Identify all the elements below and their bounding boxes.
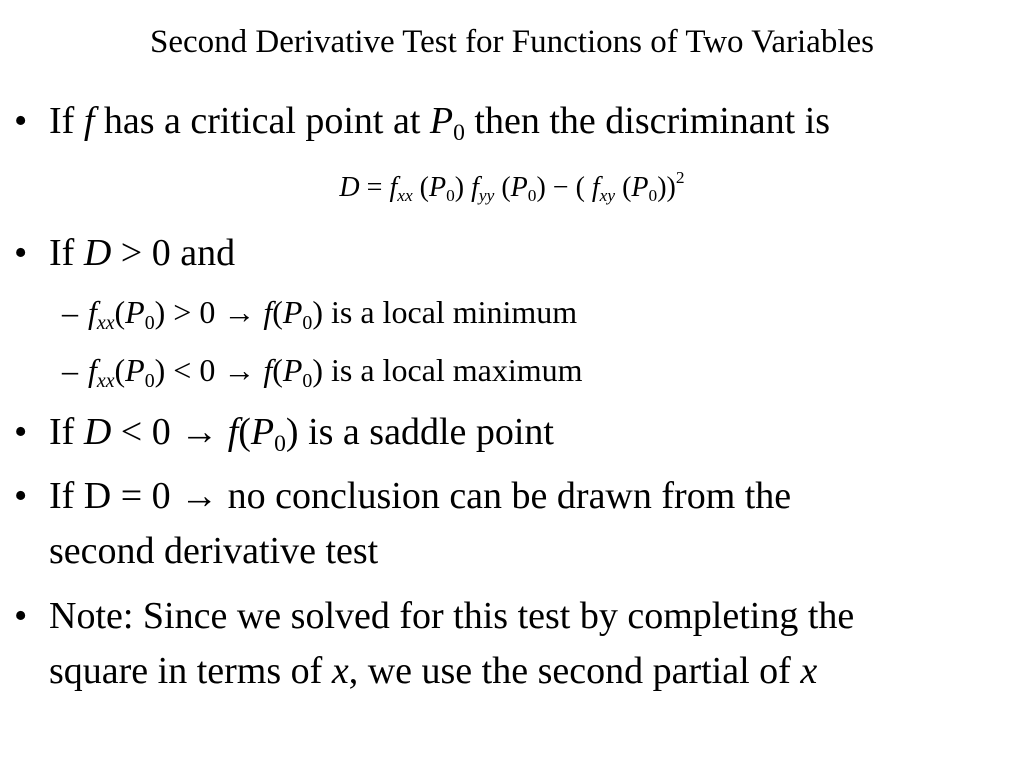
sub-xx: xx	[96, 311, 115, 334]
subbullet-local-maximum	[88, 351, 583, 392]
note-text-b: , we use the second partial of	[348, 650, 791, 692]
bullet-critical-point	[49, 98, 831, 147]
result-text: is a local minimum	[331, 294, 578, 330]
relation: < 0 →	[120, 411, 219, 453]
eq-open: (	[419, 172, 429, 203]
critical-point-text: has a critical point at	[103, 100, 421, 142]
eq-close: )	[536, 172, 546, 203]
subbullet-local-minimum	[88, 293, 578, 334]
p-symbol: P	[125, 294, 145, 330]
note-text-a: square in terms of	[49, 650, 323, 692]
f-symbol: f	[263, 294, 273, 330]
close-paren: )	[154, 352, 166, 388]
f-symbol: f	[88, 352, 97, 388]
eq-sub-xy: xy	[599, 186, 616, 206]
function-f: f	[83, 100, 95, 142]
eq-close-double: ))	[657, 172, 676, 203]
bullet-marker: •	[14, 595, 28, 637]
open-paren: (	[272, 294, 283, 330]
p-symbol: P	[125, 352, 145, 388]
open-paren: (	[114, 294, 126, 330]
bullet-note-line2	[49, 648, 817, 694]
variable-x: x	[331, 650, 349, 692]
bullet-marker: •	[14, 411, 28, 453]
sub-0: 0	[302, 311, 313, 334]
sub-0: 0	[274, 431, 286, 458]
d-symbol: D	[83, 232, 112, 274]
bullet-no-conclusion-line1: If D = 0 → no conclusion can be drawn from the	[49, 475, 792, 517]
if-word: If	[49, 411, 75, 453]
if-word: If	[49, 100, 75, 142]
sub-0: 0	[302, 369, 313, 392]
eq-exponent: 2	[675, 167, 685, 187]
eq-open: (	[501, 172, 511, 203]
variable-x: x	[800, 650, 818, 692]
d-symbol: D	[83, 411, 112, 453]
sub-0: 0	[144, 369, 155, 392]
close-paren: )	[312, 352, 323, 388]
eq-f: f	[389, 172, 398, 203]
bullet-marker: •	[14, 475, 28, 517]
dash-marker: –	[62, 294, 78, 330]
and-word: and	[180, 232, 236, 274]
eq-open: (	[575, 172, 585, 203]
close-paren: )	[154, 294, 166, 330]
eq-open: (	[622, 172, 632, 203]
sub-0: 0	[144, 311, 155, 334]
result-text: is a local maximum	[331, 352, 583, 388]
subscript-zero: 0	[453, 120, 465, 147]
p-symbol: P	[282, 352, 303, 388]
point-p: P	[429, 100, 454, 142]
f-symbol: f	[88, 294, 97, 330]
eq-sub-xx: xx	[397, 186, 413, 206]
relation: > 0	[120, 232, 171, 274]
eq-equals: =	[366, 172, 383, 203]
eq-f: f	[591, 172, 600, 203]
bullet-no-conclusion-line2: second derivative test	[49, 530, 379, 572]
slide-title: Second Derivative Test for Functions of Two Variables	[149, 24, 874, 60]
eq-sub-0: 0	[527, 186, 537, 206]
eq-sub-yy: yy	[478, 186, 495, 206]
eq-close: )	[454, 172, 465, 203]
sub-xx: xx	[96, 369, 115, 392]
bullet-saddle-point	[49, 409, 554, 458]
eq-p: P	[631, 172, 649, 203]
open-paren: (	[272, 352, 283, 388]
f-symbol: f	[263, 352, 273, 388]
eq-d: D	[339, 172, 360, 203]
eq-sub-0: 0	[446, 186, 455, 206]
if-word: If	[49, 232, 75, 274]
open-paren: (	[238, 411, 251, 453]
p-symbol: P	[250, 411, 275, 453]
dash-marker: –	[62, 352, 78, 388]
p-symbol: P	[282, 294, 303, 330]
discriminant-text: then the discriminant is	[474, 100, 831, 142]
open-paren: (	[114, 352, 126, 388]
eq-p: P	[428, 172, 447, 203]
bullet-marker: •	[14, 100, 28, 142]
eq-minus: −	[552, 172, 569, 203]
discriminant-equation	[0, 168, 1024, 208]
close-paren: )	[312, 294, 323, 330]
result-text: is a saddle point	[308, 411, 554, 453]
eq-sub-0: 0	[648, 186, 658, 206]
relation: > 0 →	[173, 294, 256, 330]
f-symbol: f	[227, 411, 239, 453]
bullet-marker: •	[14, 232, 28, 274]
eq-f: f	[471, 172, 479, 203]
bullet-note-line1: Note: Since we solved for this test by completing the	[49, 595, 855, 637]
relation: < 0 →	[173, 352, 256, 388]
bullet-d-positive	[49, 230, 235, 276]
eq-p: P	[510, 172, 528, 203]
close-paren: )	[285, 411, 299, 453]
